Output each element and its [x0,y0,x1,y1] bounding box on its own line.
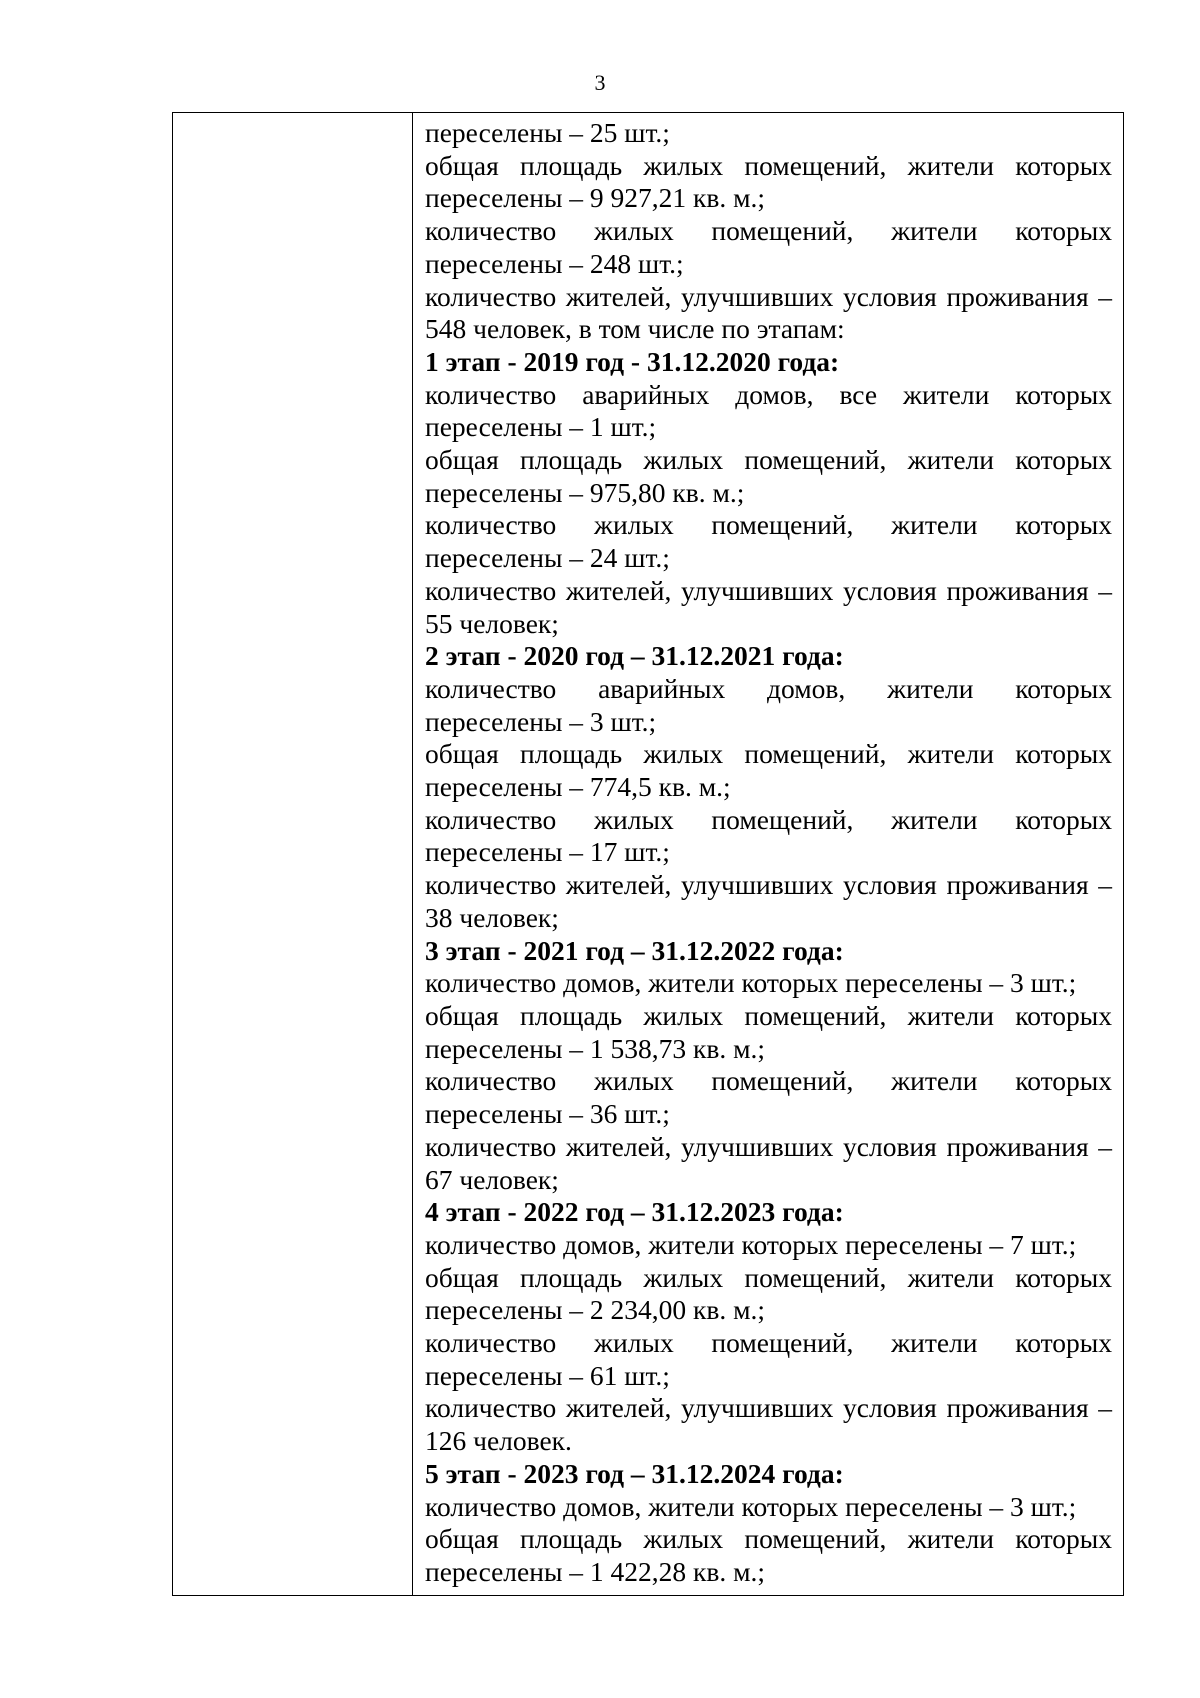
paragraph: количество домов, жители которых переселены – 3 шт.; [425,1490,1077,1522]
page-number: 3 [594,70,606,95]
paragraph: общая площадь жилых помещений, жители которых переселены – 2 234,00 кв. м.; [425,1261,1112,1326]
document-table [172,112,1124,1596]
stage-heading: 1 этап - 2019 год - 31.12.2020 года: [425,345,840,377]
paragraph: общая площадь жилых помещений, жители которых переселены – 774,5 кв. м.; [425,738,1112,803]
paragraph: количество аварийных домов, все жители которых переселены – 1 шт.; [425,378,1112,443]
paragraph: количество жителей, улучшивших условия проживания – 548 человек, в том числе по этапам: [425,280,1112,345]
stage-heading: 2 этап - 2020 год – 31.12.2021 года: [425,640,844,672]
paragraph: переселены – 25 шт.; [425,117,670,148]
paragraph: количество жилых помещений, жители которых переселены – 24 шт.; [425,509,1112,574]
stage-heading: 3 этап - 2021 год – 31.12.2022 года: [425,934,844,966]
stage-heading: 5 этап - 2023 год – 31.12.2024 года: [425,1457,844,1489]
paragraph: общая площадь жилых помещений, жители которых переселены – 1 422,28 кв. м.; [425,1523,1112,1587]
paragraph: количество аварийных домов, жители которых переселены – 3 шт.; [425,672,1112,737]
paragraph: общая площадь жилых помещений, жители которых переселены – 1 538,73 кв. м.; [425,999,1112,1064]
paragraph: количество домов, жители которых переселены – 3 шт.; [425,967,1077,999]
paragraph: общая площадь жилых помещений, жители которых переселены – 975,80 кв. м.; [425,444,1112,508]
paragraph: количество жилых помещений, жители которых переселены – 17 шт.; [425,803,1112,868]
table-right-cell [413,113,1123,1595]
paragraph: количество жителей, улучшивших условия проживания – 38 человек; [425,869,1112,933]
paragraph: количество жителей, улучшивших условия проживания – 67 человек; [425,1130,1112,1195]
paragraph: количество жителей, улучшивших условия проживания – 55 человек; [425,574,1112,639]
paragraph: количество жилых помещений, жители которых переселены – 248 шт.; [425,215,1112,279]
paragraph: количество домов, жители которых переселены – 7 шт.; [425,1228,1077,1260]
paragraph: общая площадь жилых помещений, жители которых переселены – 9 927,21 кв. м.; [425,149,1112,214]
stage-heading: 4 этап - 2022 год – 31.12.2023 года: [425,1196,844,1228]
paragraph: количество жилых помещений, жители которых переселены – 61 шт.; [425,1327,1112,1391]
paragraph: количество жителей, улучшивших условия проживания – 126 человек. [425,1392,1112,1457]
paragraph: количество жилых помещений, жители которых переселены – 36 шт.; [425,1065,1112,1130]
table-left-cell [173,113,413,1595]
